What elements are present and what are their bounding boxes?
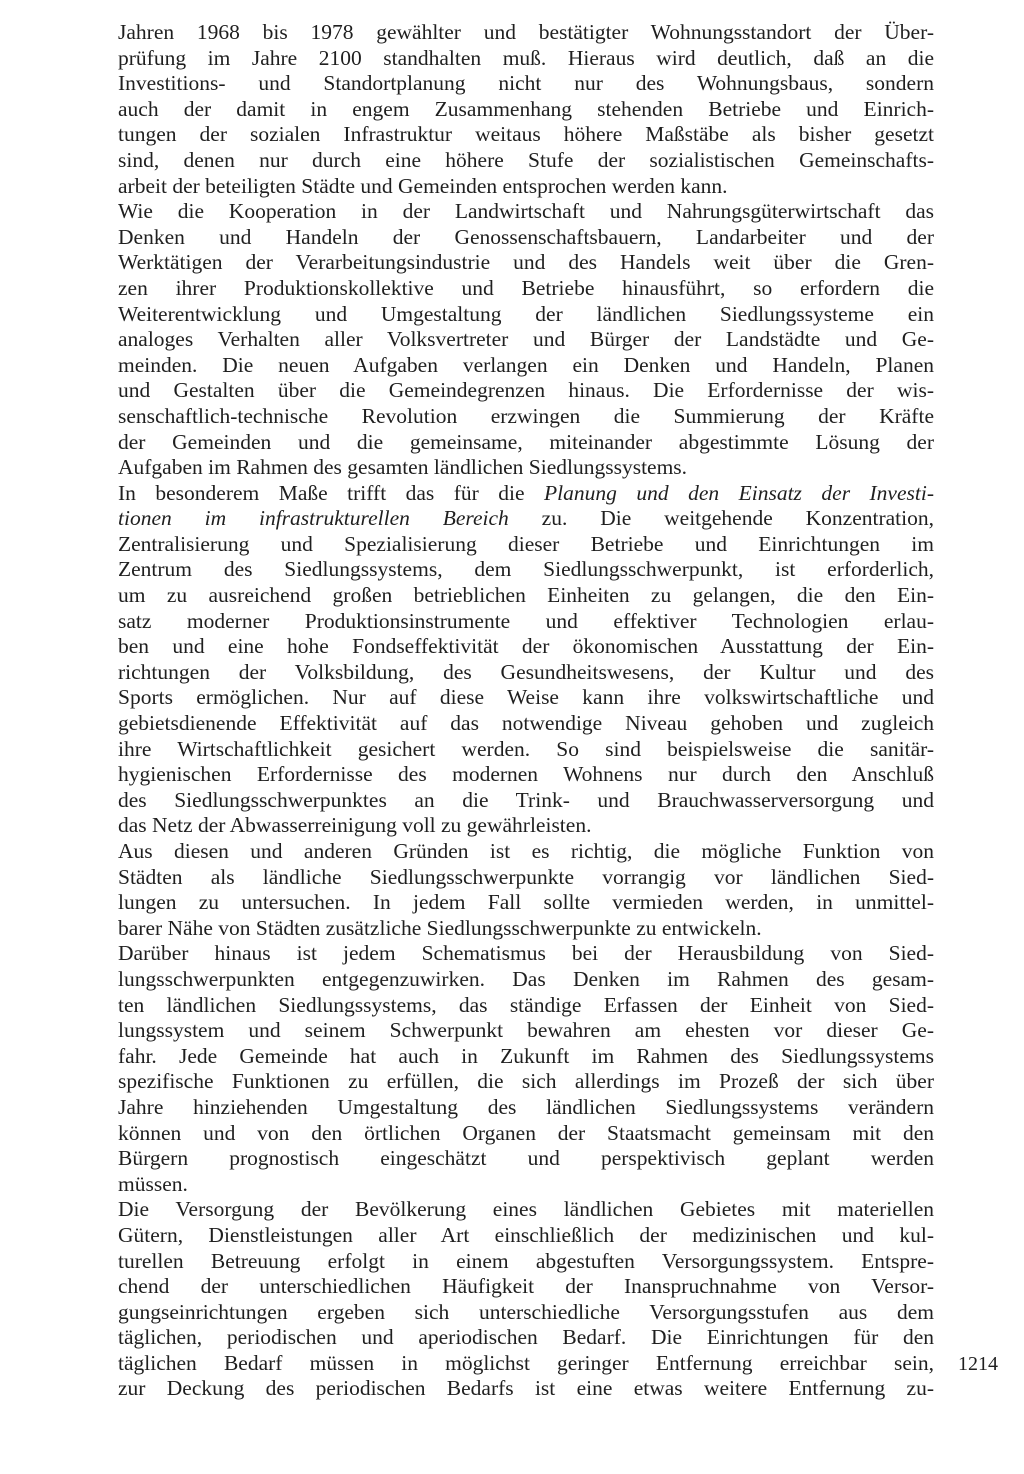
text-line: gungseinrichtungen ergeben sich unterschiedliche Versorgungsstufen aus dem: [118, 1299, 934, 1324]
text-line: ihre Wirtschaftlichkeit gesichert werden. So sind beispielsweise die sanitär-: [118, 736, 934, 761]
text-line: Weiterentwicklung und Umgestaltung der ländlichen Siedlungssysteme ein: [118, 301, 934, 326]
text-line: Wie die Kooperation in der Landwirtschaft und Nahrungsgüterwirtschaft das: [118, 199, 934, 224]
text-line: das Netz der Abwasserreinigung voll zu gewährleisten.: [118, 813, 592, 838]
text-line: Zentralisierung und Spezialisierung dieser Betriebe und Einrichtungen im: [118, 531, 934, 556]
text-line: Jahren 1968 bis 1978 gewählter und bestätigter Wohnungsstandort der Über-: [118, 20, 934, 44]
text-line: [118, 506, 934, 532]
text-line: Sports ermöglichen. Nur auf diese Weise kann ihre volkswirtschaftliche und: [118, 685, 934, 710]
text-line: lungssystem und seinem Schwerpunkt bewahren am ehesten vor dieser Ge-: [118, 1018, 934, 1043]
text-line: Darüber hinaus ist jedem Schematismus bei der Herausbildung von Sied-: [118, 941, 934, 966]
text-line: zen ihrer Produktionskollektive und Betriebe hinausführt, so erfordern die: [118, 275, 934, 300]
text-line: Zentrum des Siedlungssystems, dem Siedlungsschwerpunkt, ist erforderlich,: [118, 557, 934, 582]
text-line: analoges Verhalten aller Volksvertreter und Bürger der Landstädte und Ge-: [118, 327, 934, 352]
text-line: um zu ausreichend großen betrieblichen Einheiten zu gelangen, die den Ein-: [118, 583, 934, 608]
paragraph-3: [118, 481, 934, 839]
text-line: Jahre hinziehenden Umgestaltung des ländlichen Siedlungssystems verändern: [118, 1094, 934, 1119]
text-line: lungsschwerpunkten entgegenzuwirken. Das Denken im Rahmen des gesam-: [118, 966, 934, 991]
text-line: meinden. Die neuen Aufgaben verlangen ein Denken und Handeln, Planen: [118, 352, 934, 377]
paragraph-6: [118, 1197, 934, 1402]
text-line: richtungen der Volksbildung, des Gesundheitswesens, der Kultur und des: [118, 659, 934, 684]
text-line: müssen.: [118, 1171, 188, 1196]
text-line: hygienischen Erfordernisse des modernen Wohnens nur durch den Anschluß: [118, 762, 934, 787]
text-line: täglichen Bedarf müssen in möglichst geringer Entfernung erreichbar sein,: [118, 1350, 934, 1375]
text-line: Städten als ländliche Siedlungsschwerpunkte vorrangig vor ländlichen Sied-: [118, 864, 934, 889]
text-line: sind, denen nur durch eine höhere Stufe der sozialistischen Gemeinschafts-: [118, 147, 934, 172]
text-line: prüfung im Jahre 2100 standhalten muß. Hieraus wird deutlich, daß an die: [118, 45, 934, 70]
page-number: 1214: [958, 1353, 998, 1375]
text-line: Aus diesen und anderen Gründen ist es richtig, die mögliche Funktion von: [118, 839, 934, 863]
text-line: des Siedlungsschwerpunktes an die Trink- und Brauchwasserversorgung und: [118, 787, 934, 812]
text-line: können und von den örtlichen Organen der Staatsmacht gemeinsam mit den: [118, 1120, 934, 1145]
text-line: Gütern, Dienstleistungen aller Art einschließlich der medizinischen und kul-: [118, 1222, 934, 1247]
text-line: der Gemeinden und die gemeinsame, miteinander abgestimmte Lösung der: [118, 429, 934, 454]
paragraph-2: [118, 199, 934, 481]
text-line: chend der unterschiedlichen Häufigkeit der Inanspruchnahme von Versor-: [118, 1274, 934, 1299]
text-line: fahr. Jede Gemeinde hat auch in Zukunft im Rahmen des Siedlungssystems: [118, 1043, 934, 1068]
italic-text: tionen im infrastrukturellen Bereich: [118, 506, 509, 531]
text-line: turellen Betreuung erfolgt in einem abgestuften Versorgungssystem. Entspre-: [118, 1248, 934, 1273]
document-page: [118, 20, 934, 1402]
text-line: und Gestalten über die Gemeindegrenzen hinaus. Die Erfordernisse der wis-: [118, 378, 934, 403]
text-run: In besonderem Maße trifft das für die: [118, 480, 545, 505]
text-line: Aufgaben im Rahmen des gesamten ländlichen Siedlungssystems.: [118, 455, 688, 480]
text-line: Investitions- und Standortplanung nicht nur des Wohnungsbaus, sondern: [118, 71, 934, 96]
text-line: satz moderner Produktionsinstrumente und effektiver Technologien erlau-: [118, 608, 934, 633]
paragraph-5: [118, 941, 934, 1197]
text-line: Denken und Handeln der Genossenschaftsbauern, Landarbeiter und der: [118, 224, 934, 249]
text-line: ten ländlichen Siedlungssystems, das ständige Erfassen der Einheit von Sied-: [118, 992, 934, 1017]
text-line: auch der damit in engem Zusammenhang stehenden Betriebe und Einrich-: [118, 96, 934, 121]
text-line: Bürgern prognostisch eingeschätzt und perspektivisch geplant werden: [118, 1146, 934, 1171]
text-line: gebietsdienende Effektivität auf das notwendige Niveau gehoben und zugleich: [118, 711, 934, 736]
text-line: Die Versorgung der Bevölkerung eines ländlichen Gebietes mit materiellen: [118, 1197, 934, 1222]
paragraph-1: [118, 20, 934, 199]
text-line: täglichen, periodischen und aperiodischen Bedarf. Die Einrichtungen für den: [118, 1325, 934, 1350]
italic-text: Planung und den Einsatz der Investi-: [544, 480, 934, 505]
text-run: zu. Die weitgehende Konzentration,: [508, 506, 934, 531]
text-line: Werktätigen der Verarbeitungsindustrie und des Handels weit über die Gren-: [118, 250, 934, 275]
text-line: ben und eine hohe Fondseffektivität der ökonomischen Ausstattung der Ein-: [118, 634, 934, 659]
text-line: [118, 481, 934, 507]
text-line: zur Deckung des periodischen Bedarfs ist eine etwas weitere Entfernung zu-: [118, 1376, 934, 1401]
text-line: lungen zu untersuchen. In jedem Fall sollte vermieden werden, in unmittel-: [118, 890, 934, 915]
text-line: arbeit der beteiligten Städte und Gemeinden entsprochen werden kann.: [118, 173, 728, 198]
text-line: spezifische Funktionen zu erfüllen, die sich allerdings im Prozeß der sich über: [118, 1069, 934, 1094]
paragraph-4: [118, 839, 934, 941]
text-line: senschaftlich-technische Revolution erzwingen die Summierung der Kräfte: [118, 403, 934, 428]
text-line: barer Nähe von Städten zusätzliche Siedlungsschwerpunkte zu entwickeln.: [118, 915, 762, 940]
text-line: tungen der sozialen Infrastruktur weitaus höhere Maßstäbe als bisher gesetzt: [118, 122, 934, 147]
